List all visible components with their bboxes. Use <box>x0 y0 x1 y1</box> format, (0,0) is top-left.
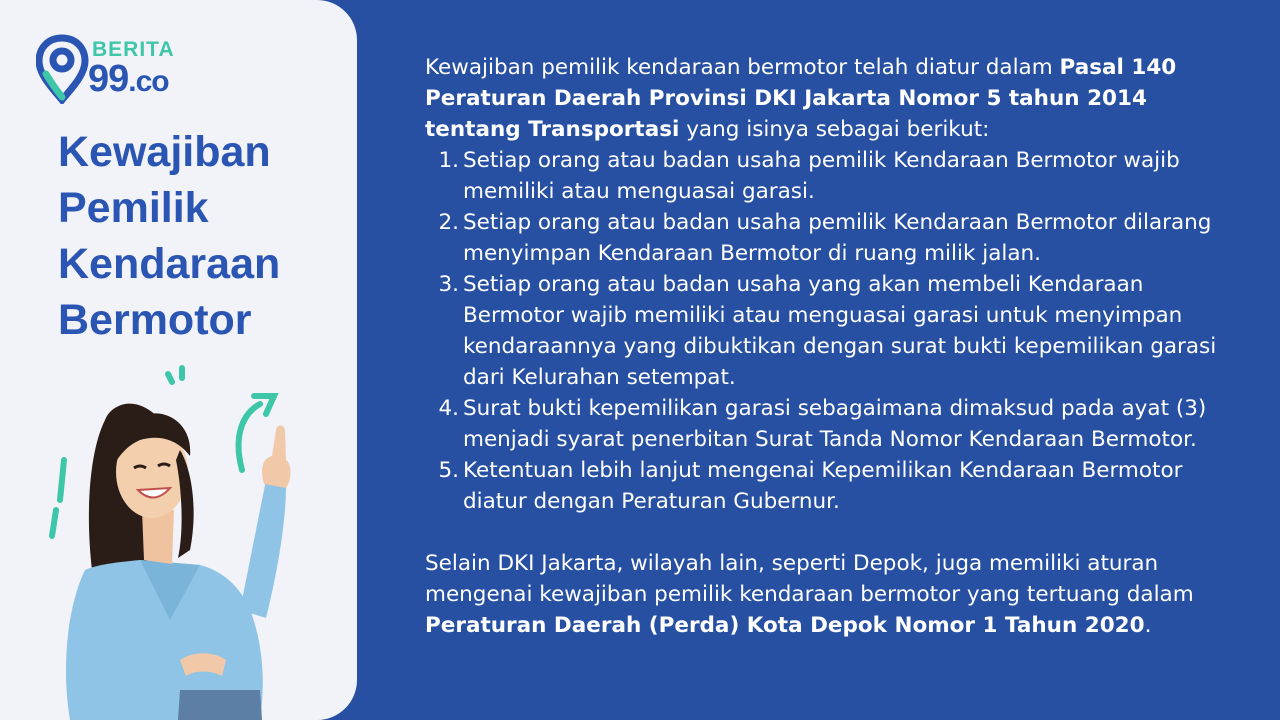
list-item-number: 4. <box>438 396 459 421</box>
logo-99-text <box>88 58 169 101</box>
logo-suffix-text: .co <box>128 65 169 98</box>
brand-logo[interactable] <box>36 34 196 104</box>
list-item <box>425 207 1245 269</box>
list-item <box>425 269 1245 393</box>
logo-main-text: 99 <box>88 58 129 100</box>
list-item-text: Setiap orang atau badan usaha yang akan membeli Kendaraan Bermotor wajib memiliki atau menguasai garasi untuk menyimpan kendaraannya yang dibuktikan dengan surat bukti kepemilikan garasi dari Kelurahan setempat. <box>463 272 1217 390</box>
outro-text: Selain DKI Jakarta, wilayah lain, seperti Depok, juga memiliki aturan mengenai kewajiban pemilik kendaraan bermotor yang tertuang dalam <box>425 551 1194 607</box>
rules-list <box>425 145 1245 517</box>
list-item-number: 1. <box>438 148 459 173</box>
list-item-number: 3. <box>438 272 459 297</box>
logo-berita-text: BERITA <box>92 38 175 61</box>
headline-line: Kewajiban <box>58 128 271 176</box>
list-item-text: Setiap orang atau badan usaha pemilik Kendaraan Bermotor wajib memiliki atau menguasai garasi. <box>463 148 1180 204</box>
woman-pointing-illustration <box>30 360 340 720</box>
list-item-text: Ketentuan lebih lanjut mengenai Kepemilikan Kendaraan Bermotor diatur dengan Peraturan Gubernur. <box>463 458 1183 514</box>
map-pin-icon <box>36 34 92 104</box>
intro-text-end: yang isinya sebagai berikut: <box>679 117 990 142</box>
list-item-text: Setiap orang atau badan usaha pemilik Kendaraan Bermotor dilarang menyimpan Kendaraan Bermotor di ruang milik jalan. <box>463 210 1212 266</box>
list-item-number: 2. <box>438 210 459 235</box>
headline-line: Bermotor <box>58 296 252 344</box>
list-item <box>425 145 1245 207</box>
page-title <box>58 124 348 348</box>
intro-bold-reference: Pasal 140 Peraturan Daerah Provinsi DKI Jakarta Nomor 5 tahun 2014 tentang Transportasi <box>425 55 1177 142</box>
headline-line: Kendaraan <box>58 240 281 288</box>
outro-text-end: . <box>1144 613 1152 638</box>
headline-line: Pemilik <box>58 184 209 232</box>
outro-bold-reference: Peraturan Daerah (Perda) Kota Depok Nomor 1 Tahun 2020 <box>425 613 1145 638</box>
list-item <box>425 455 1245 517</box>
left-panel <box>0 0 357 720</box>
intro-text: Kewajiban pemilik kendaraan bermotor telah diatur dalam <box>425 55 1060 80</box>
content-area <box>425 52 1245 641</box>
list-item <box>425 393 1245 455</box>
list-item-number: 5. <box>438 458 459 483</box>
intro-paragraph <box>425 52 1245 145</box>
outro-paragraph <box>425 548 1245 641</box>
list-item-text: Surat bukti kepemilikan garasi sebagaimana dimaksud pada ayat (3) menjadi syarat penerbitan Surat Tanda Nomor Kendaraan Bermotor. <box>463 396 1207 452</box>
paragraph-spacer <box>425 517 1245 548</box>
